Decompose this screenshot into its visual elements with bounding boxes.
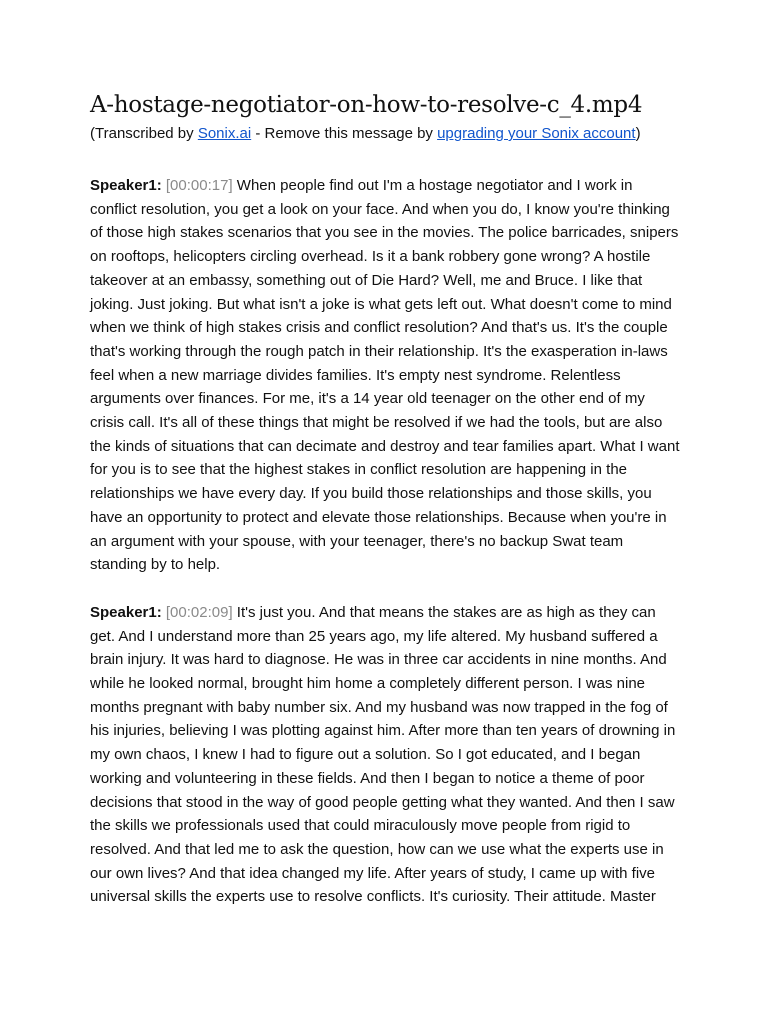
- sonix-link[interactable]: Sonix.ai: [197, 125, 252, 142]
- notice-suffix: ): [635, 125, 641, 142]
- transcript-segment: [90, 174, 680, 577]
- notice-prefix: (Transcribed by: [90, 125, 198, 142]
- transcript-segment: [90, 601, 680, 909]
- transcription-notice: [90, 122, 680, 145]
- transcript-page: [90, 88, 680, 909]
- timestamp: [00:00:17]: [165, 177, 233, 194]
- segment-text: When people find out I'm a hostage negotiator and I work in conflict resolution, you get a look on your face. And when you do, I know you're thinking of those high stakes scenarios that you see in the movies. The police barricades, snipers on rooftops, helicopters circling overhead. Is it a bank robbery gone wrong? A hostile takeover at an embassy, something out of Die Hard? Well, me and Bruce. I like that joking. Just joking. But what isn't a joke is what gets left out. What doesn't come to mind when we think of high stakes crisis and conflict resolution? And that's us. It's the couple that's working through the rough patch in their relationship. It's the exasperation in-laws feel when a new marriage divides families. It's empty nest syndrome. Relentless arguments over finances. For me, it's a 14 year old teenager on the other end of my crisis call. It's all of these things that might be resolved if we had the tools, but are also the kinds of situations that can decimate and destroy and tear families apart. What I want for you is to see that the highest stakes in conflict resolution are happening in the relationships we have every day. If you build those relationships and those skills, you have an opportunity to protect and elevate those relationships. Because when you're in an argument with your spouse, with your teenager, there's no backup Swat team standing by to help.: [90, 177, 680, 574]
- speaker-label: Speaker1:: [90, 177, 162, 194]
- speaker-label: Speaker1:: [90, 603, 162, 621]
- notice-middle: - Remove this message by: [251, 125, 438, 142]
- segment-text: It's just you. And that means the stakes are as high as they can get. And I understand more than 25 years ago, my life altered. My husband suffered a brain injury. It was hard to diagnose. He was in three car accidents in nine months. And while he looked normal, brought him home a completely different person. I was nine months pregnant with baby number six. And my husband was now trapped in the fog of his injuries, believing I was plotting against him. After more than ten years of drowning in my own chaos, I knew I had to figure out a solution. So I got educated, and I began working and volunteering in these fields. And then I began to notice a theme of poor decisions that stood in the way of good people getting what they wanted. And then I saw the skills we professionals used that could miraculously move people from rigid to resolved. And that led me to ask the question, how can we use what the experts use in our own lives? And that idea changed my life. After years of study, I came up with five universal skills the experts use to resolve conflicts. It's curiosity. Their attitude. Master: [90, 603, 676, 906]
- upgrade-account-link[interactable]: upgrading your Sonix account: [437, 125, 636, 142]
- document-title: A-hostage-negotiator-on-how-to-resolve-c_4.mp4: [90, 92, 643, 118]
- timestamp: [00:02:09]: [165, 603, 233, 621]
